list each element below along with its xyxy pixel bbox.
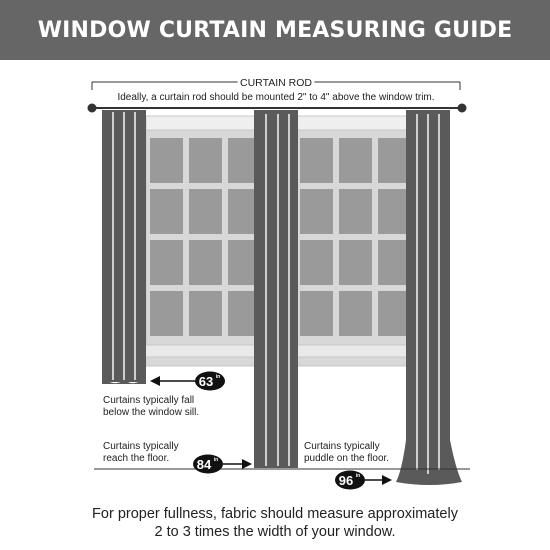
caption-96-line1: Curtains typically [304,441,380,452]
window-pane-right [300,240,333,285]
window-pane-left [150,189,183,234]
window-pane-right [339,240,372,285]
rod-finial-left [88,104,97,113]
caption-63-line1: Curtains typically fall [103,395,195,406]
rod-note: Ideally, a curtain rod should be mounted 2" to 4" above the window trim. [117,92,435,103]
window-pane-right [300,189,333,234]
window-pane-right [300,291,333,336]
caption-84-line1: Curtains typically [103,441,179,452]
page-title: WINDOW CURTAIN MEASURING GUIDE [37,17,513,43]
window-pane-right [339,138,372,183]
rod-label: CURTAIN ROD [240,77,312,89]
window-pane-right [339,291,372,336]
window-pane-left [150,291,183,336]
window-pane-left [189,138,222,183]
length-unit-63: in [215,374,221,380]
window-pane-right [339,189,372,234]
length-unit-96: in [355,473,361,479]
length-unit-84: in [213,457,219,463]
length-badge-84 [193,455,252,474]
window-pane-left [189,291,222,336]
caption-84-line2: reach the floor. [103,453,170,464]
caption-63-line2: below the window sill. [103,407,200,418]
window-pane-right [300,138,333,183]
window-pane-left [150,138,183,183]
caption-96 [304,441,389,465]
caption-63 [103,395,199,419]
length-badge-96 [335,471,392,490]
caption-84 [103,441,179,465]
footer-line-1: For proper fullness, fabric should measure approximately [92,506,458,522]
length-badge-63 [150,372,225,391]
length-value-84: 84 [196,457,212,472]
caption-96-line2: puddle on the floor. [304,453,390,464]
footer-line-2: 2 to 3 times the width of your window. [154,524,396,540]
window-pane-left [189,240,222,285]
length-value-96: 96 [338,473,354,488]
window-pane-left [150,240,183,285]
length-value-63: 63 [198,374,214,389]
window-pane-left [189,189,222,234]
curtain-middle [254,110,298,468]
curtain-left [102,110,146,384]
rod-finial-right [458,104,467,113]
